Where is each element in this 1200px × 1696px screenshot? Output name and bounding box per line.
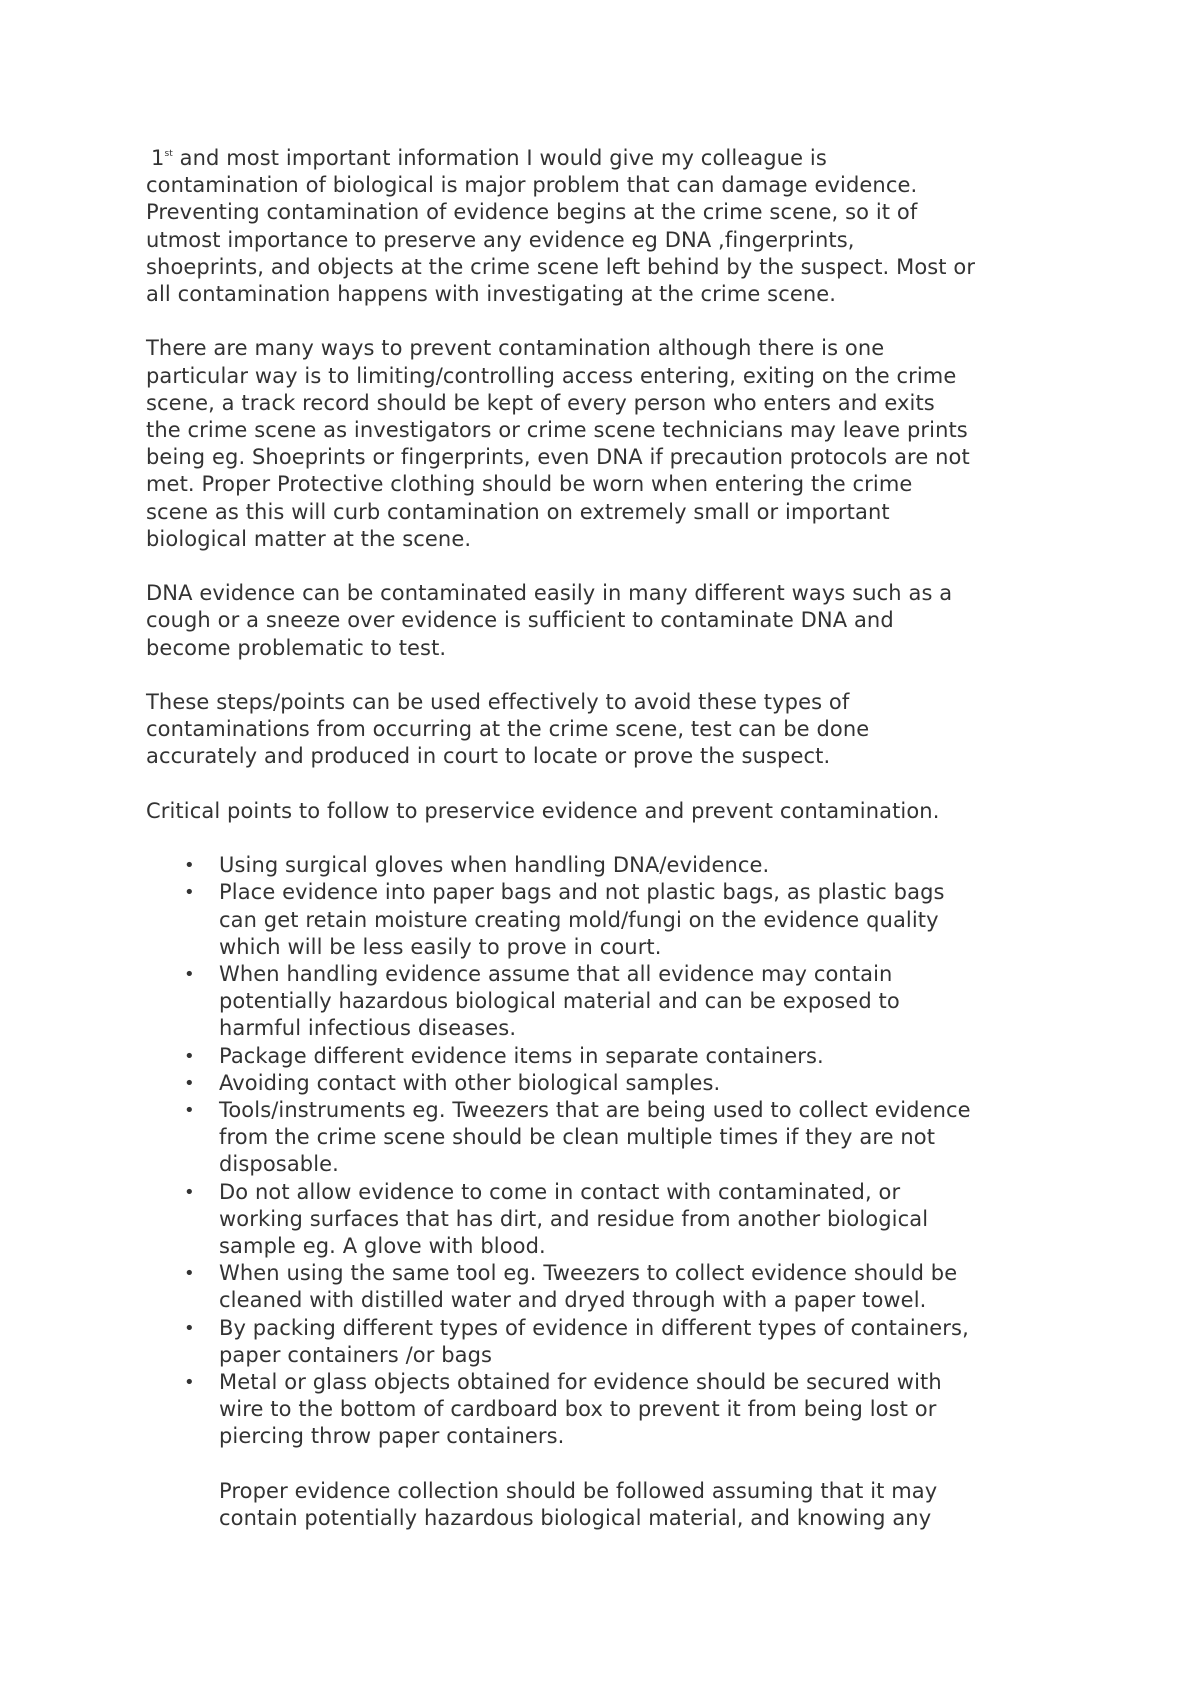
bullet-icon: •: [184, 964, 195, 986]
bullet-icon: •: [184, 1181, 195, 1203]
critical-points-list: [146, 852, 1076, 1450]
bullet-icon: •: [184, 1072, 195, 1094]
intro-ordinal-suffix: st: [164, 149, 173, 159]
list-item: [146, 961, 1076, 1043]
bullet-icon: •: [184, 882, 195, 904]
list-item: [146, 1070, 1076, 1097]
list-item: [146, 852, 1076, 879]
bullet-icon: •: [184, 1100, 195, 1122]
list-item-text: When handling evidence assume that all evidence may contain potentially hazardous biological material and can be exposed to harmful infectious diseases.: [219, 962, 900, 1041]
critical-points-heading: Critical points to follow to preservice evidence and prevent contamination.: [146, 798, 940, 823]
list-item: [146, 1315, 1076, 1369]
list-item-text: Using surgical gloves when handling DNA/evidence.: [219, 853, 770, 878]
dna-contamination-paragraph: DNA evidence can be contaminated easily in many different ways such as a cough or a sneeze over evidence is sufficient to contaminate DNA and become problematic to test.: [146, 581, 953, 660]
list-item: [146, 1043, 1076, 1070]
list-item-text: Metal or glass objects obtained for evidence should be secured with wire to the bottom of cardboard box to prevent it from being lost or piercing throw paper containers.: [219, 1370, 942, 1449]
list-item-text: By packing different types of evidence in different types of containers, paper containers /or bags: [219, 1315, 969, 1367]
bullet-icon: •: [184, 1263, 195, 1285]
bullet-icon: •: [184, 1317, 195, 1339]
steps-summary-paragraph: These steps/points can be used effectively to avoid these types of contaminations from occurring at the crime scene, test can be done accurately and produced in court to locate or prove the suspect.: [146, 690, 870, 769]
list-item: [146, 879, 1076, 961]
list-item-text: Do not allow evidence to come in contact with contaminated, or working surfaces that has dirt, and residue from another biological sample eg. A glove with blood.: [219, 1179, 929, 1259]
closing-paragraph: Proper evidence collection should be followed assuming that it may contain potentially hazardous biological material, and knowing any: [219, 1478, 938, 1531]
intro-text: and most important information I would give my colleague is contamination of biological is major problem that can damage evidence. Preventing contamination of evidence begins at the crime scene, so it of utmost importance to preserve any evidence eg DNA ,fingerprints, shoeprints, and objects at the crime scene left behind by the suspect. Most or all contamination happens with investigating at the crime scene.: [146, 146, 976, 307]
bullet-icon: •: [184, 1372, 195, 1394]
bullet-icon: •: [184, 1045, 195, 1067]
list-item-text: Tools/instruments eg. Tweezers that are being used to collect evidence from the crime scene should be clean multiple times if they are not disposable.: [219, 1098, 971, 1177]
list-item-text: When using the same tool eg. Tweezers to collect evidence should be cleaned with distilled water and dryed through with a paper towel.: [219, 1261, 958, 1313]
access-control-paragraph: There are many ways to prevent contamination although there is one particular way is to limiting/controlling access entering, exiting on the crime scene, a track record should be kept of every person who enters and exits the crime scene as investigators or crime scene technicians may leave prints being eg. Shoeprints or fingerprints, even DNA if precaution protocols are not met. Proper Protective clothing should be worn when entering the crime scene as this will curb contamination on extremely small or important biological matter at the scene.: [146, 336, 970, 551]
document-body: [146, 145, 1076, 1532]
intro-ordinal-number: 1: [151, 146, 165, 170]
list-item-text: Package different evidence items in separate containers.: [219, 1043, 824, 1068]
list-item-text: Avoiding contact with other biological samples.: [219, 1070, 721, 1095]
list-item: [146, 1369, 1076, 1451]
list-item: [146, 1260, 1076, 1314]
list-item: [146, 1179, 1076, 1261]
list-item: [146, 1097, 1076, 1179]
list-item-text: Place evidence into paper bags and not plastic bags, as plastic bags can get retain moisture creating mold/fungi on the evidence quality which will be less easily to prove in court.: [219, 880, 945, 959]
bullet-icon: •: [184, 855, 195, 877]
intro-paragraph: [146, 145, 1076, 308]
